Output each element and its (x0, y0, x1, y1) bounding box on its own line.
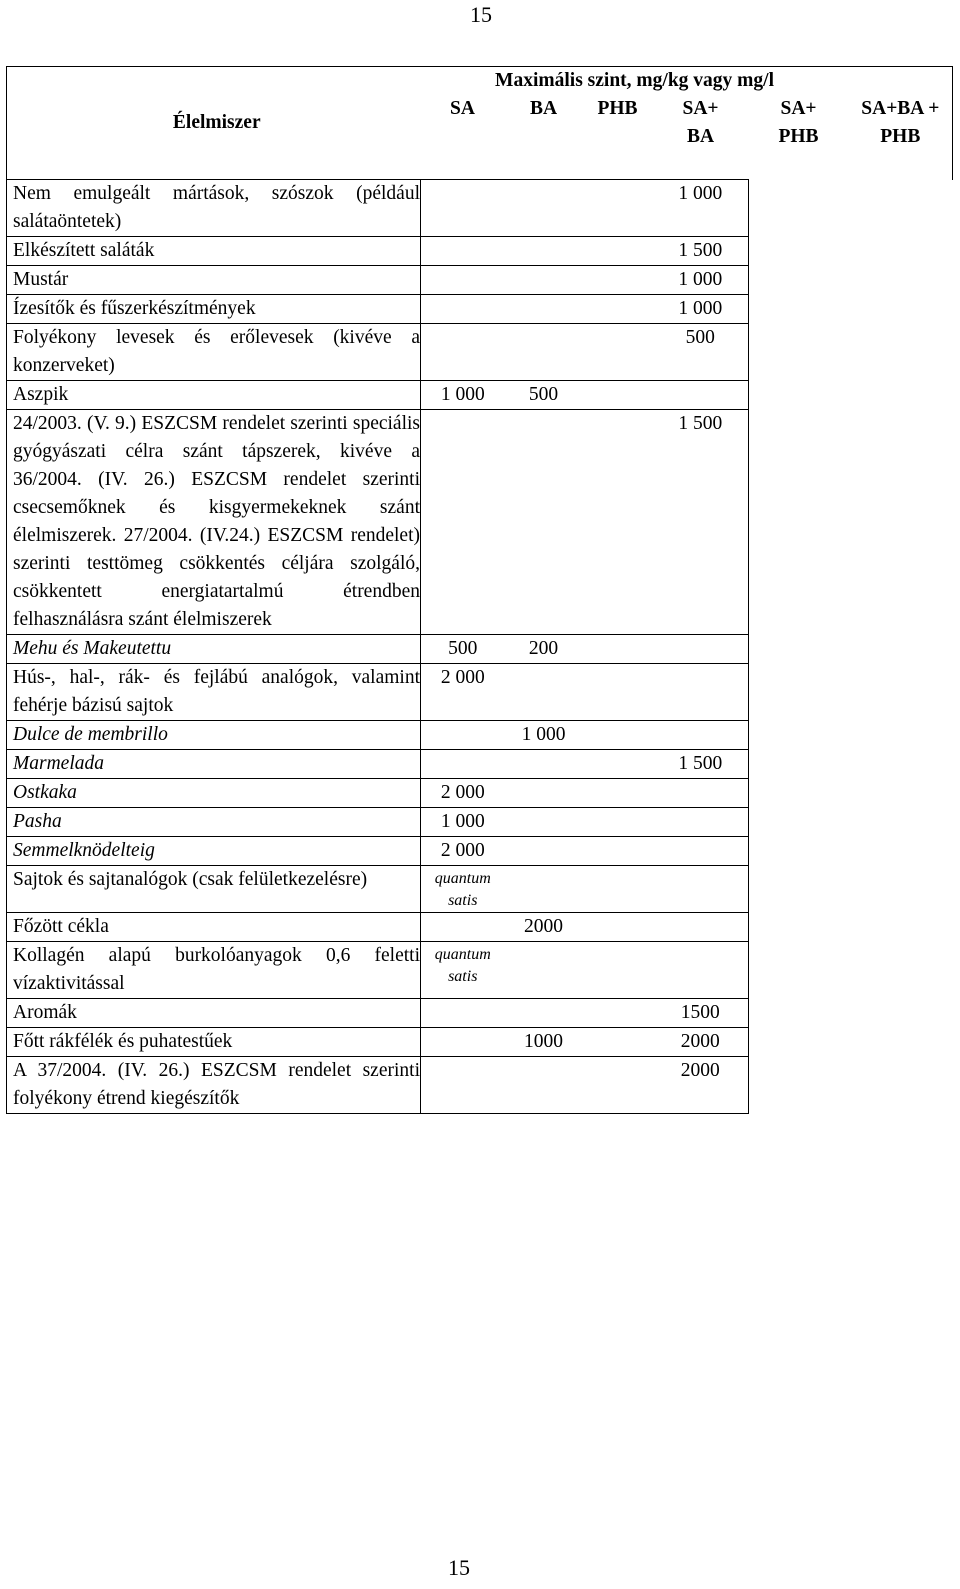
food-name: Pasha (7, 808, 421, 837)
food-name: Mehu és Makeutettu (7, 635, 421, 664)
food-name: Főzött cékla (7, 913, 421, 942)
col-header-sa-ba: SA+ BA (682, 98, 719, 147)
value-sa: 1 000 (421, 808, 505, 837)
header-group: Maximális szint, mg/kg vagy mg/l (421, 67, 849, 96)
food-name: Nem emulgeált mártások, szószok (például salátaöntetek) (7, 180, 421, 237)
table-row (7, 808, 953, 837)
value-sa: 2 000 (421, 837, 505, 866)
table-row (7, 779, 953, 808)
col-header-phb: PHB (597, 98, 638, 119)
page-number-bottom: 15 (448, 1555, 470, 1580)
table-row (7, 999, 953, 1028)
food-name: 24/2003. (V. 9.) ESZCSM rendelet szerinti speciális gyógyászati célra szánt tápszerek, kivéve a 36/2004. (IV. 26.) ESZCSM rendelet szerinti csecsemőknek és kisgyermekeknek szánt élelmiszerek. 27/2004. (IV.24.) ESZCSM rendelet) szerinti testtömeg csökkentés céljára szolgáló, csökkentett energiatartalmú étrendben felhasználásra szánt élelmiszerek (7, 410, 421, 635)
table-row (7, 664, 953, 721)
table-row (7, 837, 953, 866)
value-ba: 500 (505, 381, 583, 410)
table-row (7, 295, 953, 324)
food-name: Elkészített saláták (7, 237, 421, 266)
table-row (7, 410, 953, 635)
value-sa-ba: 500 (653, 324, 749, 381)
col-header-sa-phb: SA+ PHB (778, 98, 819, 147)
value-ba: 2000 (505, 913, 583, 942)
food-name: Ízesítők és fűszerkészítmények (7, 295, 421, 324)
value-sa: quantum satis (434, 870, 491, 909)
table-row (7, 942, 953, 999)
food-name: Kollagén alapú burkolóanyagok 0,6 feletti vízaktivitással (7, 942, 421, 999)
food-name: Dulce de membrillo (7, 721, 421, 750)
value-sa-ba: 1 500 (653, 410, 749, 635)
table-row (7, 180, 953, 237)
food-name: Aromák (7, 999, 421, 1028)
value-sa: quantum satis (434, 946, 491, 985)
table-row (7, 237, 953, 266)
value-sa-ba: 1 500 (653, 750, 749, 779)
value-sa-ba: 2000 (653, 1057, 749, 1114)
table-row (7, 635, 953, 664)
value-ba: 1000 (505, 1028, 583, 1057)
value-sa-ba: 1500 (653, 999, 749, 1028)
header-row-1 (7, 67, 953, 96)
table-row (7, 913, 953, 942)
value-sa-ba: 1 500 (653, 237, 749, 266)
value-sa-ba: 1 000 (653, 180, 749, 237)
value-sa-ba: 2000 (653, 1028, 749, 1057)
col-header-ba: BA (529, 98, 558, 119)
food-name: Aszpik (7, 381, 421, 410)
value-sa: 500 (421, 635, 505, 664)
value-sa-ba: 1 000 (653, 266, 749, 295)
col-header-sa-ba-phb: SA+BA + PHB (849, 95, 953, 180)
food-name: Sajtok és sajtanalógok (csak felületkezelésre) (7, 866, 421, 913)
food-name: Semmelknödelteig (7, 837, 421, 866)
table-row (7, 1057, 953, 1114)
value-sa: 1 000 (421, 381, 505, 410)
preservative-limits-table (6, 66, 953, 1114)
food-name: Hús-, hal-, rák- és fejlábú analógok, valamint fehérje bázisú sajtok (7, 664, 421, 721)
value-sa-ba: 1 000 (653, 295, 749, 324)
table-row (7, 1028, 953, 1057)
page-number-top: 15 (470, 2, 492, 27)
food-name: A 37/2004. (IV. 26.) ESZCSM rendelet szerinti folyékony étrend kiegészítők (7, 1057, 421, 1114)
col-header-sa: SA (450, 98, 475, 119)
table-row (7, 866, 953, 913)
food-name: Mustár (7, 266, 421, 295)
food-name: Folyékony levesek és erőlevesek (kivéve a konzerveket) (7, 324, 421, 381)
food-name: Főtt rákfélék és puhatestűek (7, 1028, 421, 1057)
header-food: Élelmiszer (7, 67, 421, 180)
value-sa: 2 000 (421, 664, 505, 721)
table-row (7, 266, 953, 295)
food-name: Ostkaka (7, 779, 421, 808)
food-name: Marmelada (7, 750, 421, 779)
table-row (7, 750, 953, 779)
value-sa: 2 000 (421, 779, 505, 808)
table-row (7, 721, 953, 750)
value-ba: 200 (505, 635, 583, 664)
table-row (7, 381, 953, 410)
table-row (7, 324, 953, 381)
value-ba: 1 000 (505, 721, 583, 750)
